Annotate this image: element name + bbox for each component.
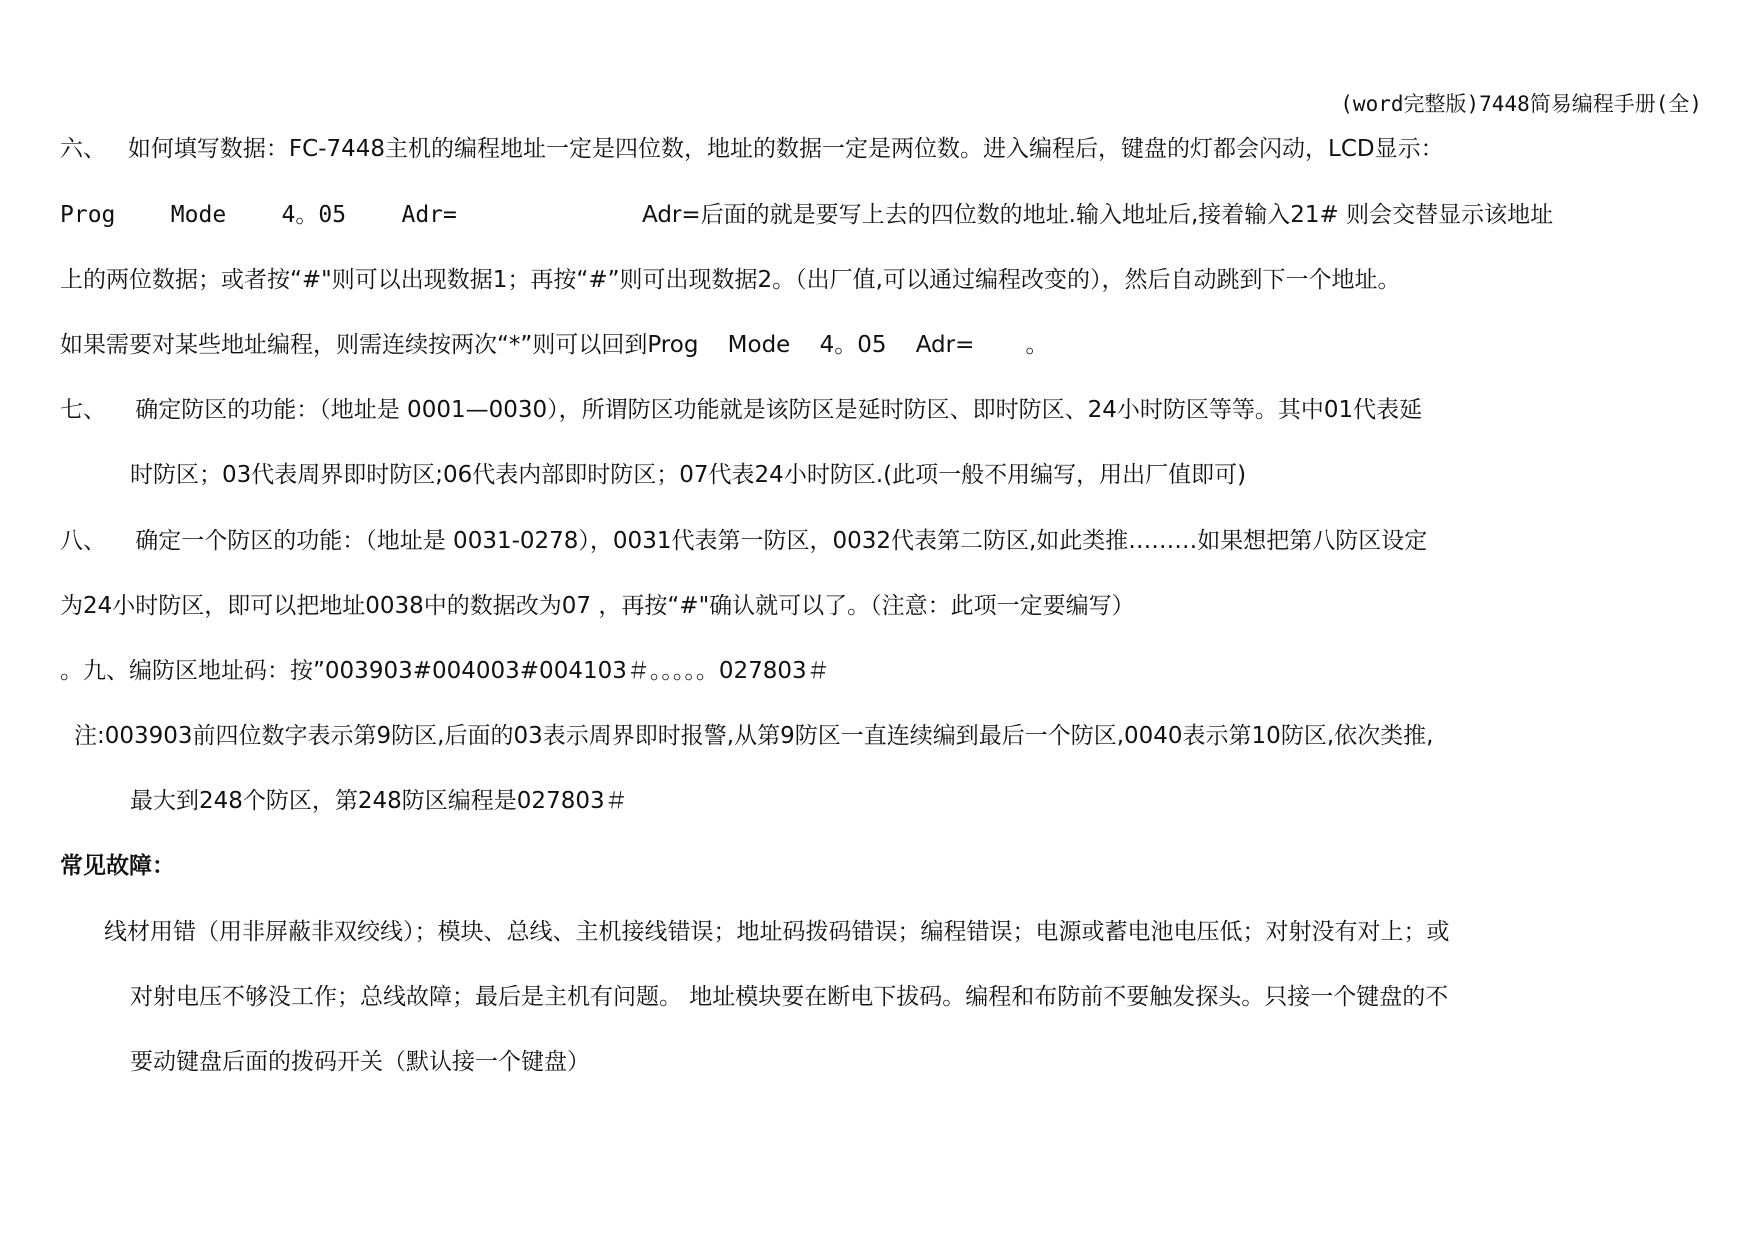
section-7-line-2: 时防区；03代表周界即时防区;06代表内部即时防区；07代表24小时防区.(此项一般不用编写，用出厂值即可) xyxy=(130,462,1247,488)
section-9-note-1: 注:003903前四位数字表示第9防区,后面的03表示周界即时报警,从第9防区一直连续编到最后一个防区,0040表示第10防区,依次类推, xyxy=(74,723,1434,749)
section-9-line-1: 。九、编防区地址码：按”003903#004003#004103＃。。。。。027803＃ xyxy=(60,658,830,684)
section-6-line-4: 如果需要对某些地址编程，则需连续按两次“*”则可以回到Prog Mode 4。05 Adr= 。 xyxy=(60,332,1049,358)
section-9-note-2: 最大到248个防区，第248防区编程是027803＃ xyxy=(130,788,628,814)
section-6-lcd-display: Prog Mode 4。05 Adr= xyxy=(60,202,457,228)
faults-line-3: 要动键盘后面的拨码开关（默认接一个键盘） xyxy=(130,1049,590,1075)
section-6-line-3: 上的两位数据；或者按“#"则可以出现数据1；再按“#”则可出现数据2。（出厂值,可以通过编程改变的），然后自动跳到下一个地址。 xyxy=(60,267,1401,293)
faults-line-1: 线材用错（用非屏蔽非双绞线）；模块、总线、主机接线错误；地址码拨码错误；编程错误；电源或蓄电池电压低；对射没有对上；或 xyxy=(104,919,1450,945)
page-header: (word完整版)7448简易编程手册(全) xyxy=(1340,92,1702,116)
faults-title: 常见故障： xyxy=(60,853,175,879)
faults-line-2: 对射电压不够没工作；总线故障；最后是主机有问题。 地址模块要在断电下拔码。编程和布防前不要触发探头。只接一个键盘的不 xyxy=(130,984,1449,1010)
section-7-line-1: 七、 确定防区的功能：（地址是 0001—0030），所谓防区功能就是该防区是延时防区、即时防区、24小时防区等等。其中01代表延 xyxy=(60,397,1423,423)
section-6-line-2: Adr=后面的就是要写上去的四位数的地址.输入地址后,接着输入21# 则会交替显示该地址 xyxy=(642,202,1554,228)
section-8-line-1: 八、 确定一个防区的功能：（地址是 0031-0278），0031代表第一防区，0032代表第二防区,如此类推………如果想把第八防区设定 xyxy=(60,528,1428,554)
section-6-line-1: 六、 如何填写数据：FC-7448主机的编程地址一定是四位数，地址的数据一定是两位数。进入编程后，键盘的灯都会闪动，LCD显示： xyxy=(60,136,1444,162)
section-8-line-2: 为24小时防区，即可以把地址0038中的数据改为07 ，再按“#"确认就可以了。（注意：此项一定要编写） xyxy=(60,593,1135,619)
